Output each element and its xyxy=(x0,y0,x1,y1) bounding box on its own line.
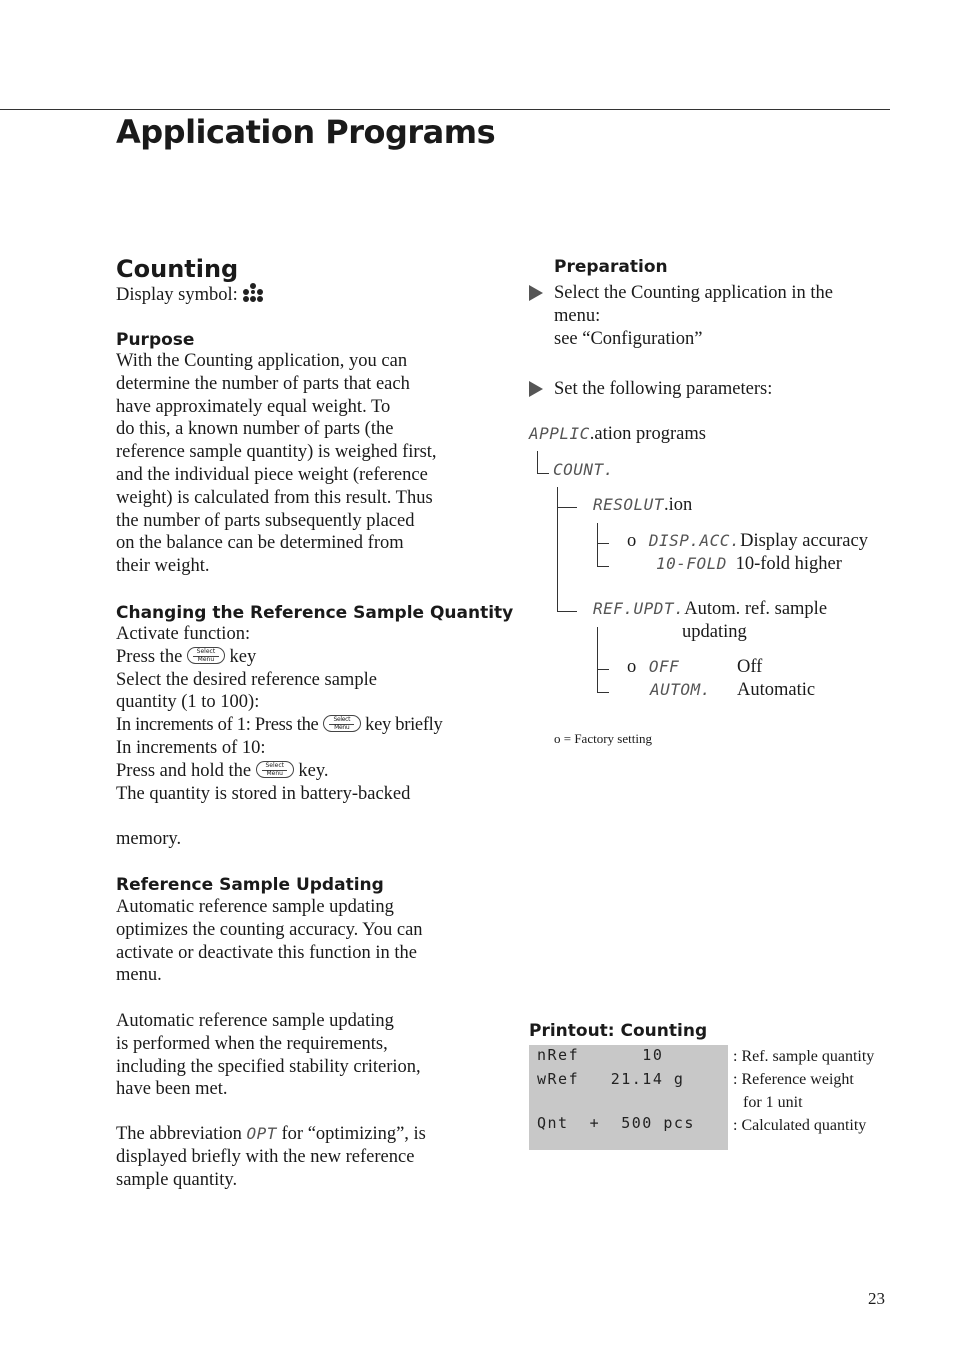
printout-heading: Printout: Counting xyxy=(529,1021,708,1041)
menu-off: o OFF xyxy=(627,657,680,677)
printout-desc: : Reference weight xyxy=(733,1071,854,1088)
preparation-heading: Preparation xyxy=(554,257,668,277)
printout-row-nref: nRef 10 xyxy=(537,1046,664,1064)
printout-row-wref: wRef 21.14 g xyxy=(537,1070,685,1088)
arrow-bullet-icon xyxy=(529,285,543,301)
tree-line xyxy=(597,566,609,567)
menu-ref-updt-cont: updating xyxy=(682,622,747,642)
menu-10-fold: 10-FOLD 10-fold higher xyxy=(656,554,842,574)
tree-line xyxy=(597,627,598,692)
purpose-line: have approximately equal weight. To xyxy=(116,396,391,417)
printout-desc: for 1 unit xyxy=(743,1094,803,1111)
tree-line xyxy=(597,523,598,566)
tree-line xyxy=(557,611,577,612)
select-menu-key-icon: Select Menu xyxy=(187,647,225,664)
menu-applic: APPLIC.ation programs xyxy=(529,424,706,444)
tree-line xyxy=(597,669,609,670)
change-quantity-heading: Changing the Reference Sample Quantity xyxy=(116,603,514,623)
purpose-line: determine the number of parts that each xyxy=(116,373,410,394)
prep-step-2: Set the following parameters: xyxy=(529,378,889,401)
display-symbol-label: Display symbol: xyxy=(116,285,238,305)
purpose-line: on the balance can be determined from xyxy=(116,533,404,554)
purpose-line: With the Counting application, you can xyxy=(116,351,408,371)
menu-autom: AUTOM. xyxy=(650,680,711,699)
activate-line: Activate function: xyxy=(116,624,251,644)
purpose-line: do this, a known number of parts (the xyxy=(116,419,394,440)
factory-setting-note: o = Factory setting xyxy=(554,731,652,746)
press-hold-line: Press and hold the Select Menu key. xyxy=(116,760,329,781)
tree-line xyxy=(557,507,577,508)
counting-symbol-icon xyxy=(242,282,264,302)
purpose-line: their weight. xyxy=(116,556,210,577)
display-symbol-line xyxy=(116,282,264,307)
select-menu-key-icon: Select Menu xyxy=(323,715,361,732)
select-line: quantity (1 to 100): xyxy=(116,692,260,713)
tree-line xyxy=(597,692,609,693)
arrow-bullet-icon xyxy=(529,381,543,397)
menu-resolut: RESOLUT.ion xyxy=(593,495,693,515)
purpose-text xyxy=(116,350,486,578)
press-key-line: Press the Select Menu key xyxy=(116,646,257,667)
memory-line: memory. xyxy=(116,829,182,850)
counting-heading: Counting xyxy=(116,255,239,283)
page-number: 23 xyxy=(868,1289,885,1308)
stored-line: The quantity is stored in battery-backed xyxy=(116,783,411,804)
updating-text-2: Automatic reference sample updating is performed when the requirements, including the specified stability criterion, have been met. xyxy=(116,1011,421,1100)
purpose-line: reference sample quantity) is weighed first, xyxy=(116,442,437,463)
menu-disp-acc: o DISP.ACC.Display accuracy xyxy=(627,531,868,551)
tree-line xyxy=(537,451,538,473)
increment-1-line: In increments of 1: Press the Select Menu key briefly xyxy=(116,715,443,736)
updating-heading: Reference Sample Updating xyxy=(116,875,384,895)
menu-autom-text: Automatic xyxy=(737,680,816,700)
page-title: Application Programs xyxy=(116,113,496,151)
purpose-line: weight) is calculated from this result. Thus xyxy=(116,487,433,508)
change-quantity-text xyxy=(116,623,486,851)
abbreviation-text: The abbreviation OPT for “optimizing”, is displayed briefly with the new reference sample quantity. xyxy=(116,1124,426,1190)
prep-step-1: Select the Counting application in the menu: see “Configuration” xyxy=(529,282,889,350)
increment-10-line: In increments of 10: xyxy=(116,737,266,758)
purpose-line: and the individual piece weight (reference xyxy=(116,464,428,485)
updating-text-1: Automatic reference sample updating optimizes the counting accuracy. You can activate or deactivate this function in the menu. xyxy=(116,897,423,986)
opt-display-code: OPT xyxy=(246,1124,277,1143)
purpose-heading: Purpose xyxy=(116,330,195,350)
menu-ref-updt: REF.UPDT.Autom. ref. sample xyxy=(593,599,828,619)
purpose-line: the number of parts subsequently placed xyxy=(116,510,415,531)
tree-line xyxy=(537,473,549,474)
printout-descriptions xyxy=(733,1045,874,1137)
menu-count: COUNT. xyxy=(553,460,614,479)
tree-line xyxy=(597,543,609,544)
printout-desc: : Ref. sample quantity xyxy=(733,1048,875,1065)
menu-off-text: Off xyxy=(737,657,763,677)
printout-desc: : Calculated quantity xyxy=(733,1117,867,1134)
select-menu-key-icon: Select Menu xyxy=(256,761,294,778)
printout-row-qnt: Qnt + 500 pcs xyxy=(537,1114,695,1132)
select-line: Select the desired reference sample xyxy=(116,669,377,690)
tree-line xyxy=(557,487,558,611)
